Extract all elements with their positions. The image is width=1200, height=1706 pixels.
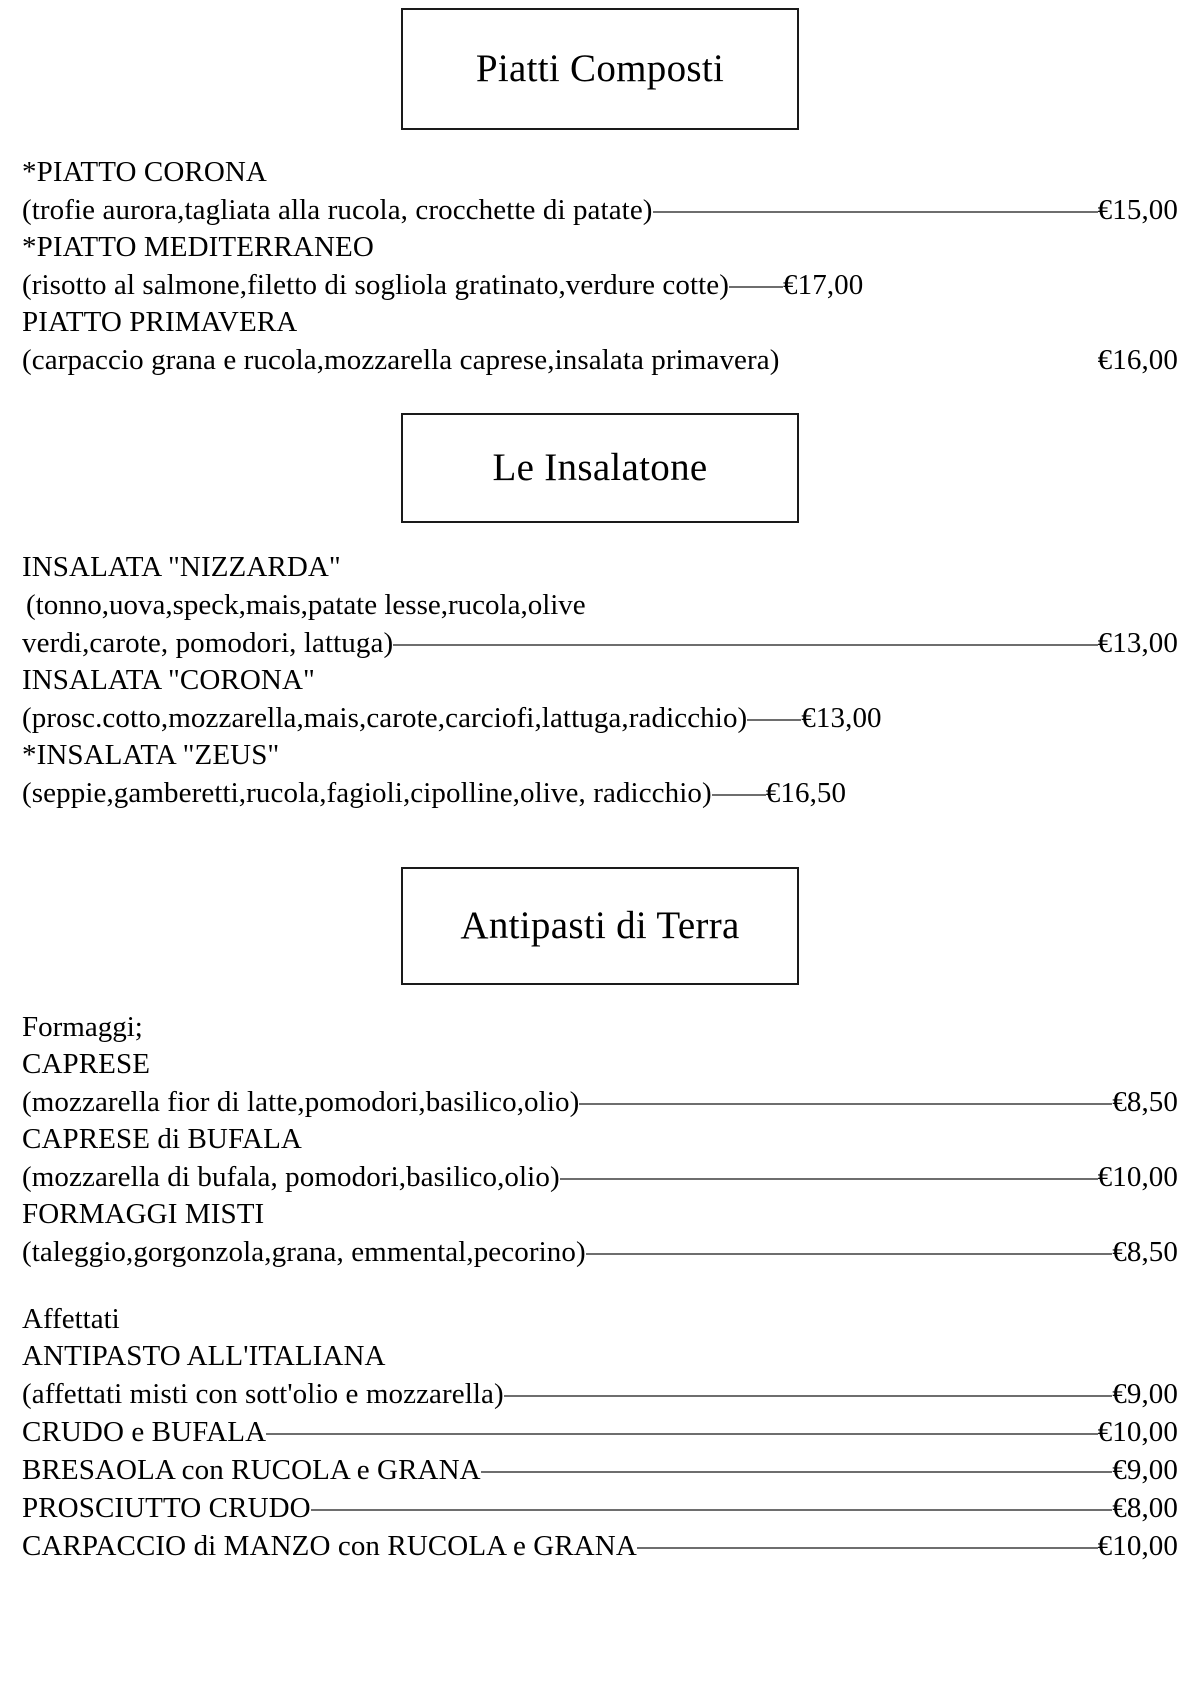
menu-item-description: (prosc.cotto,mozzarella,mais,carote,carciofi,lattuga,radicchio)	[22, 702, 748, 734]
price-leader	[653, 210, 1098, 213]
subsection-label-formaggi: Formaggi;	[22, 1011, 143, 1043]
price-leader	[712, 793, 766, 796]
price-leader	[586, 1252, 1113, 1255]
menu-item-row	[22, 1233, 1178, 1271]
price-leader	[504, 1394, 1112, 1397]
menu-item-description: (mozzarella fior di latte,pomodori,basilico,olio)	[22, 1086, 580, 1118]
menu-item-description: (carpaccio grana e rucola,mozzarella caprese,insalata primavera)	[22, 344, 780, 376]
menu-item-price: €16,50	[765, 777, 847, 809]
menu-item-row	[22, 1158, 1178, 1196]
price-leader	[729, 285, 783, 288]
menu-item-name: PIATTO PRIMAVERA	[22, 306, 298, 338]
menu-item-price: €13,00	[1097, 627, 1178, 659]
menu-item-row	[22, 774, 1178, 812]
menu-item-name: INSALATA "CORONA"	[22, 664, 315, 696]
menu-item-row	[22, 1375, 1178, 1413]
section-title: Le Insalatone	[492, 445, 708, 489]
menu-item-name: *INSALATA "ZEUS"	[22, 739, 280, 771]
menu-item-row	[22, 1451, 1178, 1489]
menu-item-price: €8,50	[1112, 1236, 1178, 1268]
menu-block-piatti-composti	[0, 154, 1200, 379]
menu-item-row	[22, 624, 1178, 662]
menu-item-row	[22, 1413, 1178, 1451]
menu-item-row	[22, 699, 1178, 737]
menu-page	[0, 8, 1200, 1706]
price-leader	[560, 1177, 1098, 1180]
menu-item-description: verdi,carote, pomodori, lattuga)	[22, 627, 394, 659]
menu-item-name-inline: BRESAOLA con RUCOLA e GRANA	[22, 1454, 481, 1486]
price-leader	[393, 643, 1097, 646]
menu-item-name-inline: PROSCIUTTO CRUDO	[22, 1492, 311, 1524]
menu-item-name-inline: CRUDO e BUFALA	[22, 1416, 267, 1448]
menu-block-le-insalatone	[0, 549, 1200, 812]
price-leader	[780, 362, 1098, 363]
menu-item-price: €8,50	[1112, 1086, 1178, 1118]
menu-item-price: €13,00	[801, 702, 882, 734]
block-spacer	[22, 1271, 1178, 1301]
menu-item-price: €10,00	[1097, 1161, 1178, 1193]
menu-item-price: €17,00	[783, 269, 864, 301]
subsection-label-affettati: Affettati	[22, 1303, 120, 1335]
menu-item-description: (trofie aurora,tagliata alla rucola, crocchette di patate)	[22, 194, 653, 226]
menu-item-name: *PIATTO CORONA	[22, 156, 267, 188]
price-leader	[579, 1102, 1112, 1105]
menu-item-name: FORMAGGI MISTI	[22, 1198, 265, 1230]
menu-item-description: (taleggio,gorgonzola,grana, emmental,pecorino)	[22, 1236, 586, 1268]
menu-item-name: ANTIPASTO ALL'ITALIANA	[22, 1340, 386, 1372]
menu-item-row	[22, 1489, 1178, 1527]
menu-item-name: INSALATA "NIZZARDA"	[22, 551, 341, 583]
menu-item-description: (affettati misti con sott'olio e mozzarella)	[22, 1378, 504, 1410]
price-leader	[266, 1432, 1097, 1435]
menu-item-row	[22, 191, 1178, 229]
menu-item-name-inline: CARPACCIO di MANZO con RUCOLA e GRANA	[22, 1530, 637, 1562]
price-leader	[481, 1470, 1113, 1473]
menu-item-price: €9,00	[1112, 1454, 1178, 1486]
menu-item-price: €16,00	[1097, 344, 1178, 376]
section-header-antipasti-di-terra	[401, 867, 799, 985]
menu-item-price: €15,00	[1097, 194, 1178, 226]
menu-item-description: (seppie,gamberetti,rucola,fagioli,cipolline,olive, radicchio)	[22, 777, 712, 809]
menu-item-row	[22, 1083, 1178, 1121]
menu-item-description: (mozzarella di bufala, pomodori,basilico,olio)	[22, 1161, 560, 1193]
menu-item-description-continued: (tonno,uova,speck,mais,patate lesse,rucola,olive	[26, 589, 586, 621]
section-title: Piatti Composti	[475, 46, 725, 90]
menu-block-antipasti-di-terra	[0, 1009, 1200, 1565]
menu-item-name: CAPRESE	[22, 1048, 151, 1080]
menu-item-price: €10,00	[1097, 1416, 1178, 1448]
section-header-le-insalatone	[401, 413, 799, 523]
price-leader	[311, 1508, 1113, 1511]
menu-item-name: CAPRESE di BUFALA	[22, 1123, 302, 1155]
price-leader	[637, 1546, 1098, 1549]
section-header-piatti-composti	[401, 8, 799, 130]
menu-item-row	[22, 1527, 1178, 1565]
menu-item-name: *PIATTO MEDITERRANEO	[22, 231, 374, 263]
menu-item-row	[22, 266, 1178, 304]
menu-item-description: (risotto al salmone,filetto di sogliola gratinato,verdure cotte)	[22, 269, 730, 301]
section-title: Antipasti di Terra	[460, 903, 740, 947]
menu-item-price: €9,00	[1112, 1378, 1178, 1410]
price-leader	[747, 718, 801, 721]
menu-item-row	[22, 341, 1178, 379]
menu-item-price: €10,00	[1097, 1530, 1178, 1562]
menu-item-price: €8,00	[1112, 1492, 1178, 1524]
